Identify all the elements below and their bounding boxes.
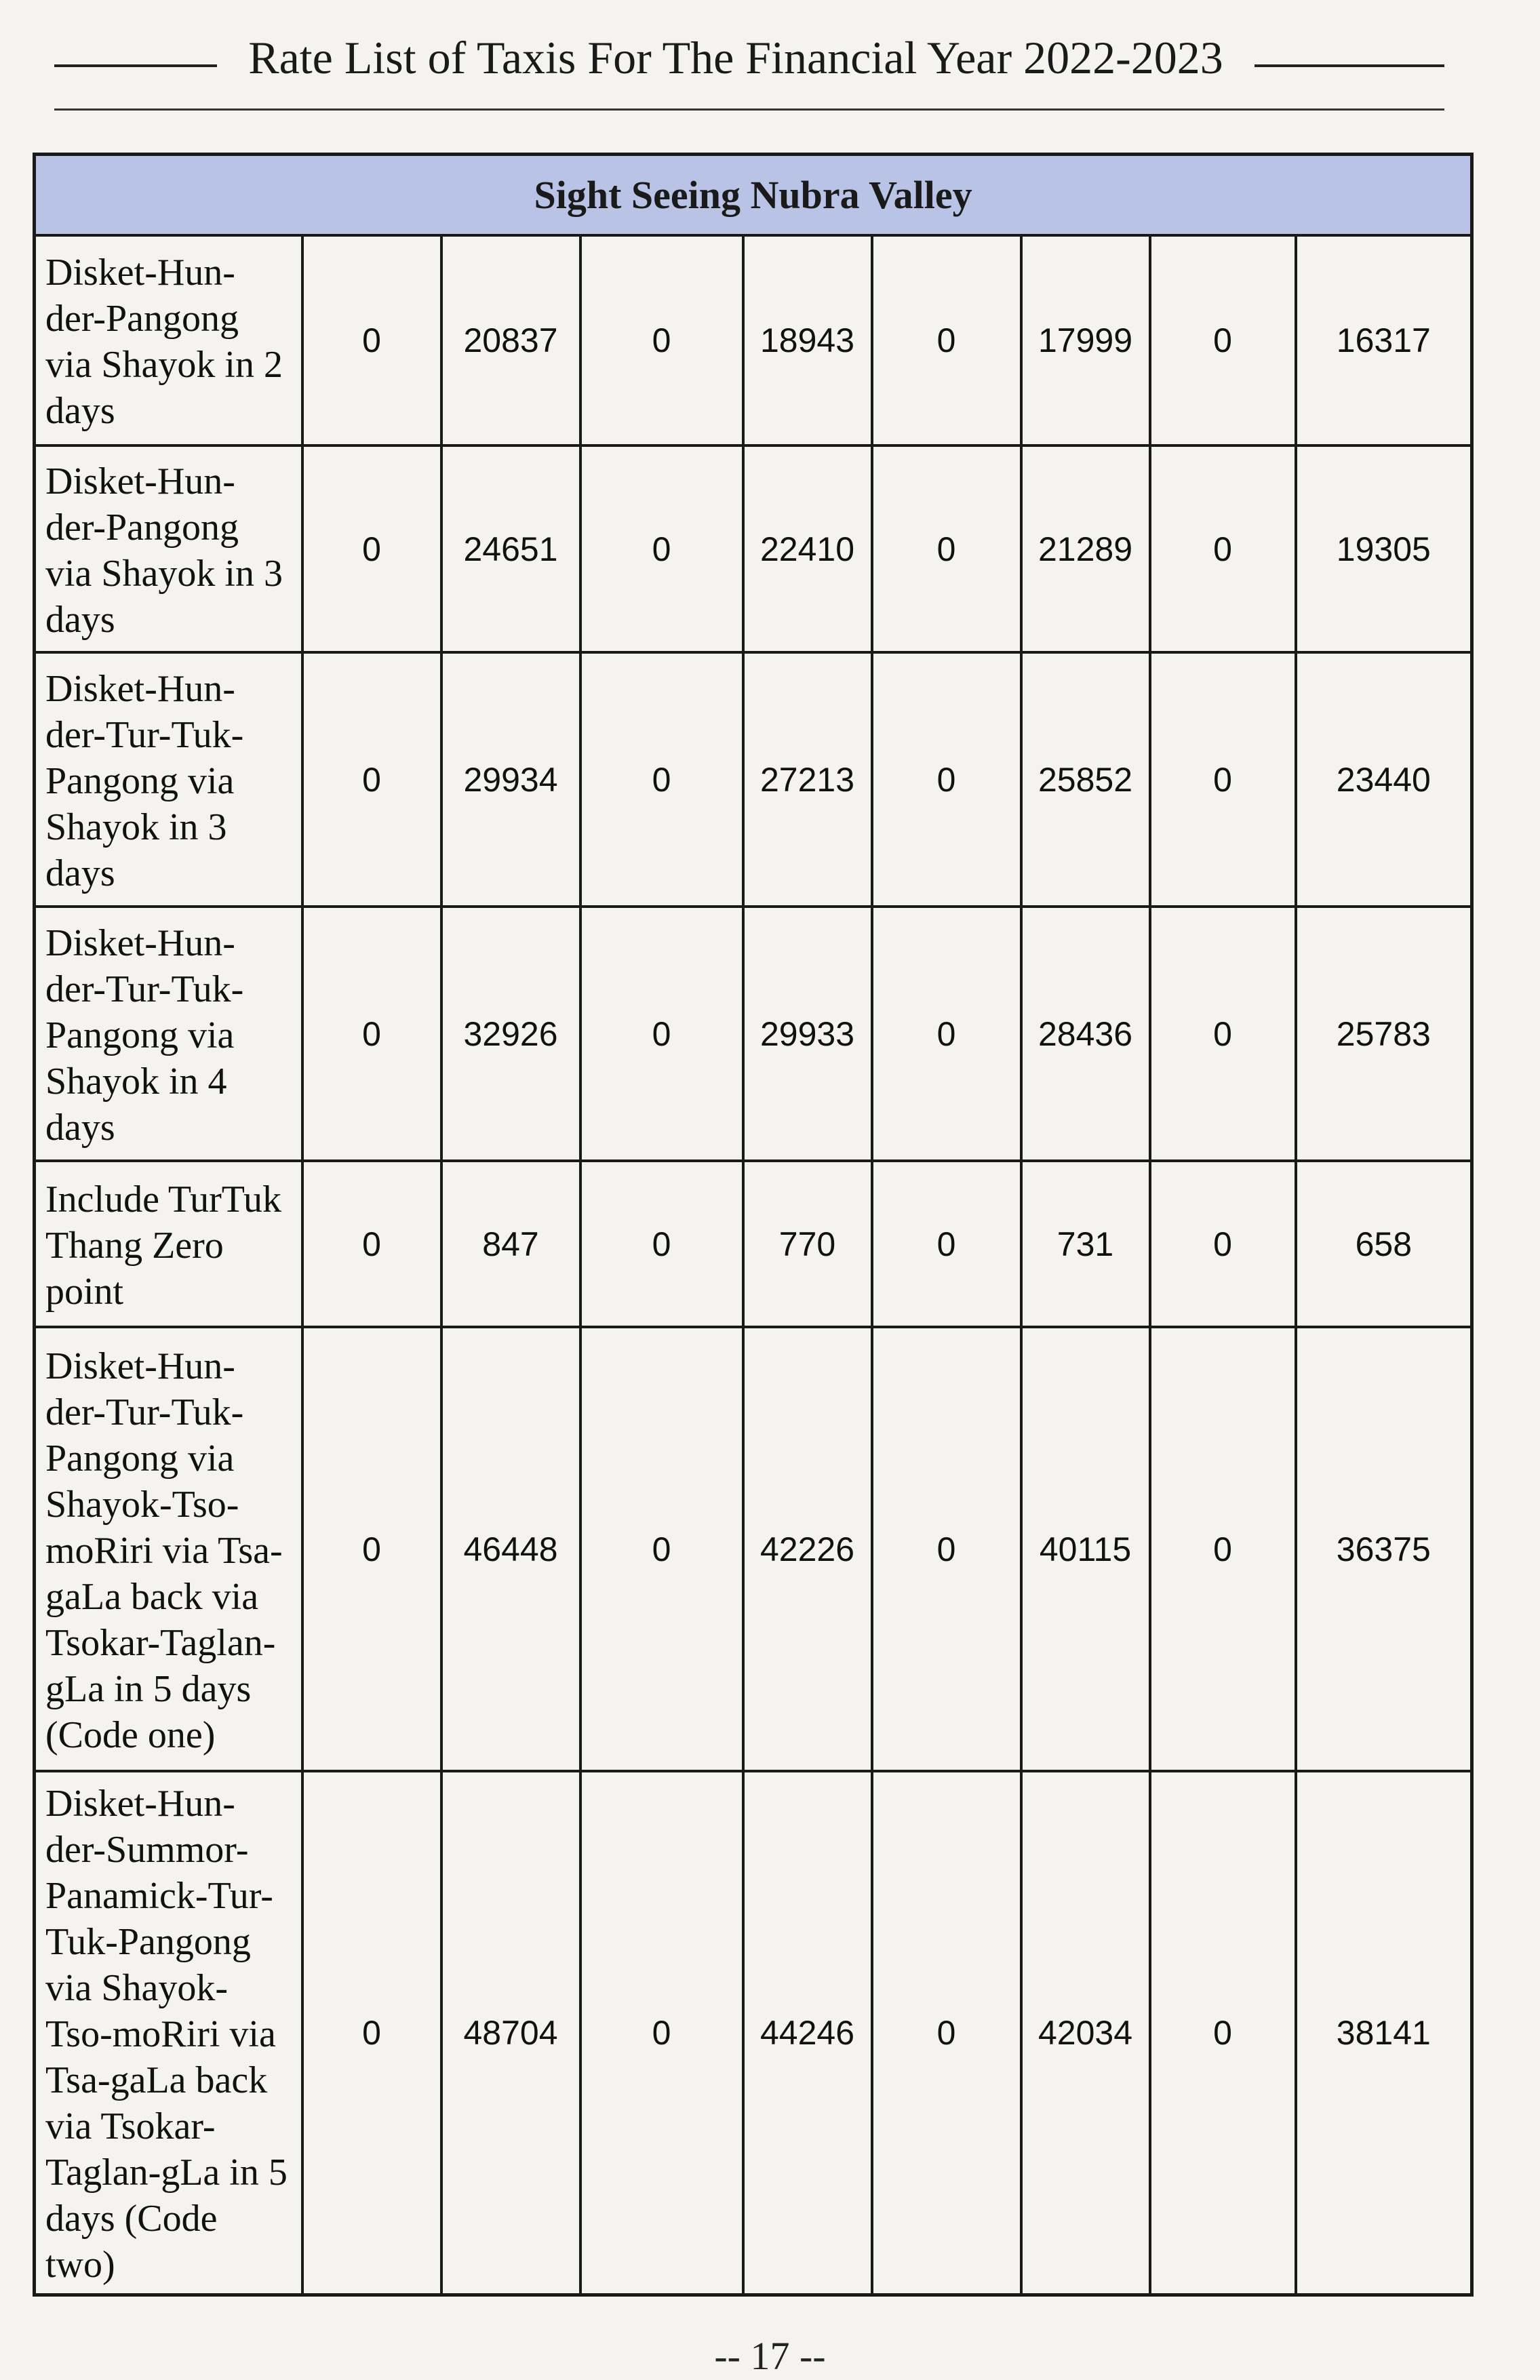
rate-value-cell: 0 bbox=[580, 235, 743, 445]
rate-value-cell: 0 bbox=[1150, 1161, 1296, 1327]
rate-value-cell: 38141 bbox=[1296, 1771, 1472, 2295]
rate-value-cell: 0 bbox=[302, 445, 441, 652]
rate-value-cell: 16317 bbox=[1296, 235, 1472, 445]
rate-value-cell: 23440 bbox=[1296, 652, 1472, 907]
rate-value-cell: 0 bbox=[580, 445, 743, 652]
rate-value-cell: 0 bbox=[302, 907, 441, 1161]
rate-value-cell: 0 bbox=[872, 652, 1021, 907]
rate-value-cell: 0 bbox=[302, 1161, 441, 1327]
rate-value-cell: 0 bbox=[1150, 907, 1296, 1161]
rate-table bbox=[33, 153, 1474, 2297]
rate-value-cell: 0 bbox=[580, 1327, 743, 1771]
route-cell: Disket-Hun-der-Pangong via Shayok in 2 days bbox=[35, 235, 302, 445]
table-row bbox=[35, 1161, 1472, 1327]
route-cell: Disket-Hun-der-Pangong via Shayok in 3 days bbox=[35, 445, 302, 652]
rate-value-cell: 27213 bbox=[743, 652, 872, 907]
rate-value-cell: 0 bbox=[1150, 235, 1296, 445]
rate-value-cell: 46448 bbox=[441, 1327, 580, 1771]
table-row bbox=[35, 1327, 1472, 1771]
rate-value-cell: 0 bbox=[1150, 652, 1296, 907]
rate-value-cell: 48704 bbox=[441, 1771, 580, 2295]
rate-value-cell: 0 bbox=[302, 1771, 441, 2295]
rate-value-cell: 29933 bbox=[743, 907, 872, 1161]
rate-value-cell: 0 bbox=[1150, 445, 1296, 652]
rate-value-cell: 42034 bbox=[1021, 1771, 1150, 2295]
route-cell: Disket-Hun-der-Tur-Tuk-Pangong via Shayok in 4 days bbox=[35, 907, 302, 1161]
rate-value-cell: 20837 bbox=[441, 235, 580, 445]
rate-value-cell: 0 bbox=[1150, 1327, 1296, 1771]
table-row bbox=[35, 652, 1472, 907]
table-row bbox=[35, 1771, 1472, 2295]
rate-value-cell: 0 bbox=[580, 907, 743, 1161]
page-header bbox=[0, 20, 1540, 122]
rate-value-cell: 21289 bbox=[1021, 445, 1150, 652]
route-cell: Disket-Hun-der-Tur-Tuk-Pangong via Shayok-Tso-moRiri via Tsa-gaLa back via Tsokar-Taglan-gLa in 5 days (Code one) bbox=[35, 1327, 302, 1771]
page-number: -- 17 -- bbox=[714, 2334, 826, 2378]
rate-value-cell: 658 bbox=[1296, 1161, 1472, 1327]
header-rule-left bbox=[54, 64, 217, 67]
rate-value-cell: 0 bbox=[872, 1327, 1021, 1771]
table-row bbox=[35, 235, 1472, 445]
route-cell: Include TurTuk Thang Zero point bbox=[35, 1161, 302, 1327]
rate-value-cell: 18943 bbox=[743, 235, 872, 445]
rate-value-cell: 42226 bbox=[743, 1327, 872, 1771]
rate-value-cell: 731 bbox=[1021, 1161, 1150, 1327]
rate-table-body bbox=[35, 235, 1472, 2295]
rate-value-cell: 770 bbox=[743, 1161, 872, 1327]
rate-value-cell: 0 bbox=[872, 1161, 1021, 1327]
table-row bbox=[35, 907, 1472, 1161]
table-row bbox=[35, 445, 1472, 652]
rate-value-cell: 0 bbox=[302, 652, 441, 907]
route-cell: Disket-Hun-der-Tur-Tuk-Pangong via Shayok in 3 days bbox=[35, 652, 302, 907]
rate-value-cell: 32926 bbox=[441, 907, 580, 1161]
rate-value-cell: 25852 bbox=[1021, 652, 1150, 907]
header-underline bbox=[54, 108, 1444, 111]
rate-value-cell: 0 bbox=[302, 235, 441, 445]
page-title: Rate List of Taxis For The Financial Year 2022-2023 bbox=[248, 32, 1223, 83]
rate-value-cell: 0 bbox=[580, 1771, 743, 2295]
rate-value-cell: 0 bbox=[872, 445, 1021, 652]
route-cell: Disket-Hun-der-Summor-Panamick-Tur-Tuk-Pangong via Shayok-Tso-moRiri via Tsa-gaLa back via Tsokar-Taglan-gLa in 5 days (Code two) bbox=[35, 1771, 302, 2295]
section-header: Sight Seeing Nubra Valley bbox=[35, 155, 1472, 236]
rate-value-cell: 0 bbox=[302, 1327, 441, 1771]
rate-value-cell: 40115 bbox=[1021, 1327, 1150, 1771]
rate-value-cell: 28436 bbox=[1021, 907, 1150, 1161]
rate-value-cell: 0 bbox=[872, 907, 1021, 1161]
rate-value-cell: 847 bbox=[441, 1161, 580, 1327]
rate-value-cell: 0 bbox=[1150, 1771, 1296, 2295]
header-rule-right bbox=[1255, 64, 1444, 67]
rate-value-cell: 22410 bbox=[743, 445, 872, 652]
rate-value-cell: 29934 bbox=[441, 652, 580, 907]
rate-value-cell: 0 bbox=[580, 1161, 743, 1327]
rate-value-cell: 24651 bbox=[441, 445, 580, 652]
rate-value-cell: 0 bbox=[580, 652, 743, 907]
rate-value-cell: 0 bbox=[872, 1771, 1021, 2295]
rate-value-cell: 25783 bbox=[1296, 907, 1472, 1161]
rate-value-cell: 44246 bbox=[743, 1771, 872, 2295]
rate-value-cell: 36375 bbox=[1296, 1327, 1472, 1771]
rate-value-cell: 19305 bbox=[1296, 445, 1472, 652]
rate-value-cell: 0 bbox=[872, 235, 1021, 445]
rate-value-cell: 17999 bbox=[1021, 235, 1150, 445]
